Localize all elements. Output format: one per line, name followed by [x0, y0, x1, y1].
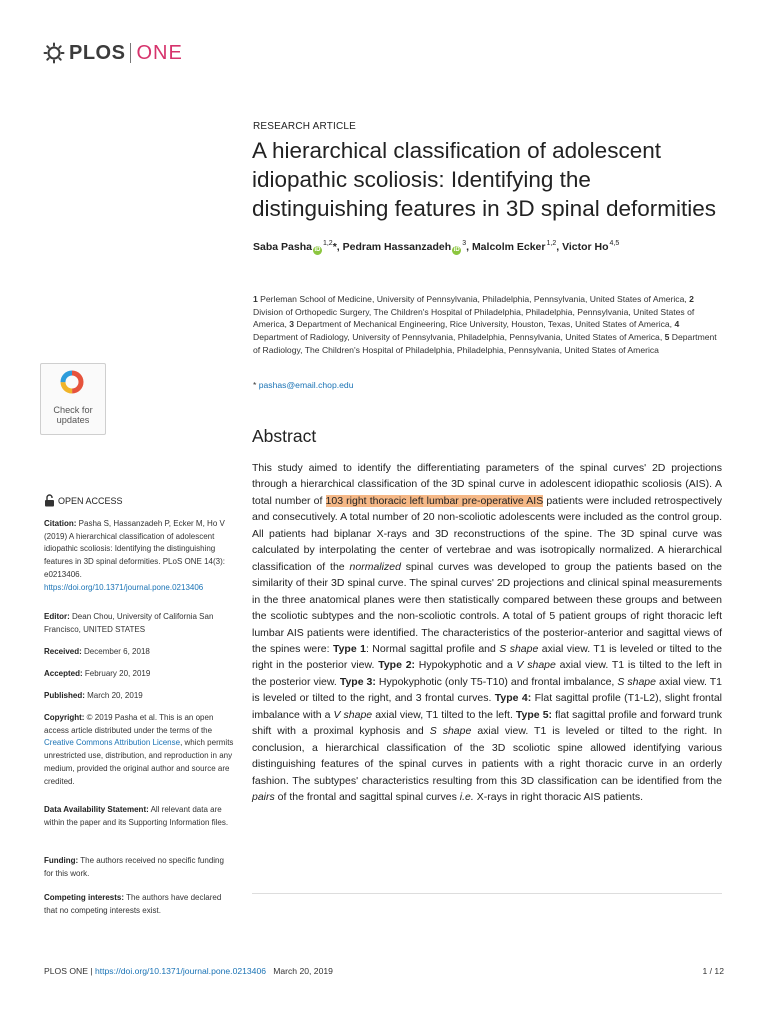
- abstract-fragment: Flat sagittal profile (T1-L2), slight frontal imbalance with a: [252, 692, 722, 721]
- abstract-fragment: Type 3:: [339, 675, 376, 688]
- abstract-fragment: S shape: [499, 642, 539, 655]
- orcid-icon[interactable]: iD: [314, 247, 321, 253]
- published-label: Published:: [44, 691, 85, 700]
- abstract-fragment: : Normal sagittal profile and: [365, 642, 500, 655]
- article-type: RESEARCH ARTICLE: [253, 121, 357, 132]
- author-list: [253, 240, 619, 255]
- citation-label: Citation:: [44, 519, 77, 528]
- editor-label: Editor:: [44, 612, 70, 621]
- check-updates-icon: [60, 370, 84, 394]
- affiliation-text: Department of Radiology, University of Pennsylvania, Philadelphia, Pennsylvania, United States of America,: [253, 332, 663, 343]
- affiliation-text: Department of Radiology, The Children's Hospital of Philadelphia, Philadelphia, Pennsylvania, United States of America: [253, 332, 717, 355]
- page-footer: [44, 966, 333, 976]
- logo-plos-text: PLOS: [69, 41, 126, 64]
- abstract-fragment: i.e.: [459, 791, 474, 804]
- copyright-text: © 2019 Pasha et al. This is an open access article distributed under the terms of the: [44, 713, 214, 735]
- abstract-fragment: axial view. T1 is leveled or tilted to the right in the posterior view.: [252, 642, 723, 672]
- footer-journal: PLOS ONE: [44, 966, 88, 976]
- affiliation-number: 5: [664, 332, 670, 343]
- copyright-label: Copyright:: [44, 713, 85, 722]
- abstract-fragment: Type 2:: [378, 659, 416, 672]
- orcid-icon[interactable]: iD: [453, 247, 460, 253]
- abstract-fragment: patients were included retrospectively and consecutively. A total number of 20 non-scoliotic adolescents were included as the control group. All patients had biplanar X-rays and 3D reconstructions of the spine. The 3D spinal curve was calculated by interpolating the center of vertebrae and was isotropically normalized. A hierarchical classification of the: [252, 494, 722, 573]
- corresponding-author: [253, 380, 353, 390]
- competing-interests-label: Competing interests:: [44, 893, 125, 902]
- affiliation-number: 3: [289, 319, 295, 330]
- page-number: 1 / 12: [702, 966, 724, 976]
- author-affiliation-sup: 1,2: [322, 240, 333, 247]
- abstract-fragment: spinal curves was developed to group the patients based on the similarity of their 3D spinal curve. The spinal curves' 2D projections and clinical spinal measurements in the three anatomical planes were then statistically compared between these groups and between the scoliotic subtypes and the non-scoliotic controls. A total of 5 patient groups of right thoracic left lumbar AIS patients were identified. The characteristics of the posterior-anterior and sagittal views of the spines were:: [252, 560, 723, 655]
- data-availability-text: All relevant data are within the paper and its Supporting Information files.: [44, 805, 229, 827]
- open-access-badge: [44, 494, 123, 507]
- author-affiliation-sup: 1,2: [546, 240, 557, 247]
- received-text: December 6, 2018: [84, 647, 150, 656]
- author-name: Victor Ho: [562, 241, 609, 253]
- logo-one-text: ONE: [136, 41, 183, 64]
- license-link[interactable]: Creative Commons Attribution License: [44, 738, 181, 748]
- received-block: [44, 646, 234, 659]
- affiliation-number: 1: [253, 294, 258, 304]
- plos-logo-icon: [43, 42, 65, 64]
- published-text: March 20, 2019: [87, 691, 143, 700]
- open-lock-icon: [44, 494, 55, 507]
- competing-interests-text: The authors have declared that no competing interests exist.: [44, 893, 222, 915]
- funding-text: The authors received no specific funding for this work.: [44, 856, 224, 878]
- logo-divider: [130, 43, 131, 63]
- author-name: Pedram Hassanzadeh: [342, 241, 452, 253]
- footer-doi-link[interactable]: https://doi.org/10.1371/journal.pone.0213406: [94, 966, 267, 976]
- author-separator: ,: [556, 241, 560, 253]
- abstract-fragment: normalized: [349, 560, 401, 573]
- abstract-fragment: axial view. T1 is leveled or tilted to the right, and 3 frontal curves.: [252, 675, 723, 705]
- journal-logo: [43, 40, 183, 66]
- abstract-fragment: axial view. T1 is tilted to the left in the posterior view.: [252, 659, 722, 688]
- open-access-label: OPEN ACCESS: [58, 495, 123, 506]
- abstract-fragment: flat sagittal profile and forward trunk shift with a proximal kyphosis and: [252, 708, 723, 738]
- section-divider: [252, 893, 722, 894]
- author-affiliation-sup: 3: [462, 240, 467, 247]
- check-updates-line1: Check for: [53, 405, 93, 415]
- affiliation-text: Perleman School of Medicine, University of Pennsylvania, Philadelphia, Pennsylvania, United States of America,: [260, 294, 687, 304]
- affiliation-text: Division of Orthopedic Surgery, The Children's Hospital of Philadelphia, Philadelphia, Pennsylvania, United States of America,: [253, 306, 695, 330]
- article-title: A hierarchical classification of adolescent idiopathic scoliosis: Identifying the distinguishing features in 3D spinal deformities: [252, 138, 716, 221]
- funding-label: Funding:: [44, 856, 79, 865]
- abstract-fragment: V shape: [516, 659, 556, 672]
- author-name: Malcolm Ecker: [471, 241, 546, 253]
- abstract-fragment: Type 1: [332, 642, 366, 655]
- abstract-fragment: Type 4:: [494, 692, 532, 705]
- abstract-fragment: V shape: [333, 708, 373, 721]
- received-label: Received:: [44, 647, 82, 656]
- abstract-fragment: axial view. T1 is leveled or tilted to the right. In conclusion, a hierarchical classification of the 3D scoliotic spine allowed identifying various distinguishing features of the spinal curves in patients with a right thoracic curve in an orderly fashion. The subtypes' characteristics resulting from this 3D classification can be identified from the: [252, 725, 723, 787]
- footer-separator: |: [90, 966, 93, 976]
- citation-doi-link[interactable]: https://doi.org/10.1371/journal.pone.0213406: [44, 582, 204, 592]
- editor-text: Dean Chou, University of California San Francisco, UNITED STATES: [44, 612, 214, 634]
- copyright-block: [44, 712, 234, 788]
- abstract-fragment: X-rays in right thoracic AIS patients.: [473, 791, 644, 804]
- data-availability-label: Data Availability Statement:: [44, 805, 149, 814]
- footer-date: March 20, 2019: [273, 966, 333, 976]
- funding-block: [44, 855, 234, 880]
- accepted-text: February 20, 2019: [84, 669, 151, 678]
- copyright-text-end: , which permits unrestricted use, distribution, and reproduction in any medium, provided the original author and source are credited.: [44, 738, 234, 786]
- citation-block: [44, 518, 234, 594]
- citation-text: Pasha S, Hassanzadeh P, Ecker M, Ho V (2019) A hierarchical classification of adolescent idiopathic scoliosis: Identifying the distinguishing features in 3D spinal deformities. PLoS ONE 14(3): e0213406.: [44, 519, 225, 579]
- author-name: Saba Pasha: [253, 241, 312, 253]
- published-block: [44, 690, 234, 703]
- affiliation-number: 2: [689, 294, 694, 304]
- author-affiliation-sup: 4,5: [609, 240, 620, 247]
- data-availability-block: [44, 804, 234, 829]
- affiliation-text: Department of Mechanical Engineering, Rice University, Houston, Texas, United States of America,: [296, 319, 673, 330]
- abstract-fragment: of the frontal and sagittal spinal curves: [274, 791, 460, 804]
- competing-interests-block: [44, 892, 234, 917]
- author-separator: ,: [466, 241, 470, 253]
- abstract-fragment: This study aimed to identify the differentiating parameters of the spinal curves' 2D projections through a hierarchical classification of the 3D spinal curve in adolescent idiopathic scoliosis (AIS). A total number of: [252, 462, 722, 507]
- accepted-label: Accepted:: [44, 669, 83, 678]
- abstract-fragment: S shape: [617, 675, 656, 688]
- author-separator: *,: [332, 241, 340, 253]
- editor-block: [44, 611, 234, 636]
- abstract-fragment: S shape: [429, 725, 472, 738]
- abstract-heading: Abstract: [252, 426, 317, 446]
- abstract-text: [252, 460, 722, 806]
- corresponding-mark: *: [253, 380, 257, 390]
- highlighted-text: 103 right thoracic left lumbar pre-operative AIS: [325, 494, 544, 507]
- affiliations: [253, 293, 723, 357]
- check-updates-label: [41, 405, 105, 425]
- accepted-block: [44, 668, 234, 681]
- abstract-fragment: Hypokyphotic and a: [415, 659, 517, 672]
- abstract-fragment: Type 5:: [515, 708, 553, 721]
- abstract-fragment: axial view, T1 tilted to the left.: [372, 708, 516, 721]
- check-for-updates-button[interactable]: [40, 363, 106, 435]
- check-updates-line2: updates: [56, 415, 90, 425]
- abstract-fragment: Hypokyphotic (only T5-T10) and frontal imbalance,: [375, 675, 618, 688]
- affiliation-number: 4: [674, 319, 680, 330]
- corresponding-email-link[interactable]: pashas@email.chop.edu: [258, 380, 354, 390]
- abstract-fragment: pairs: [252, 791, 275, 804]
